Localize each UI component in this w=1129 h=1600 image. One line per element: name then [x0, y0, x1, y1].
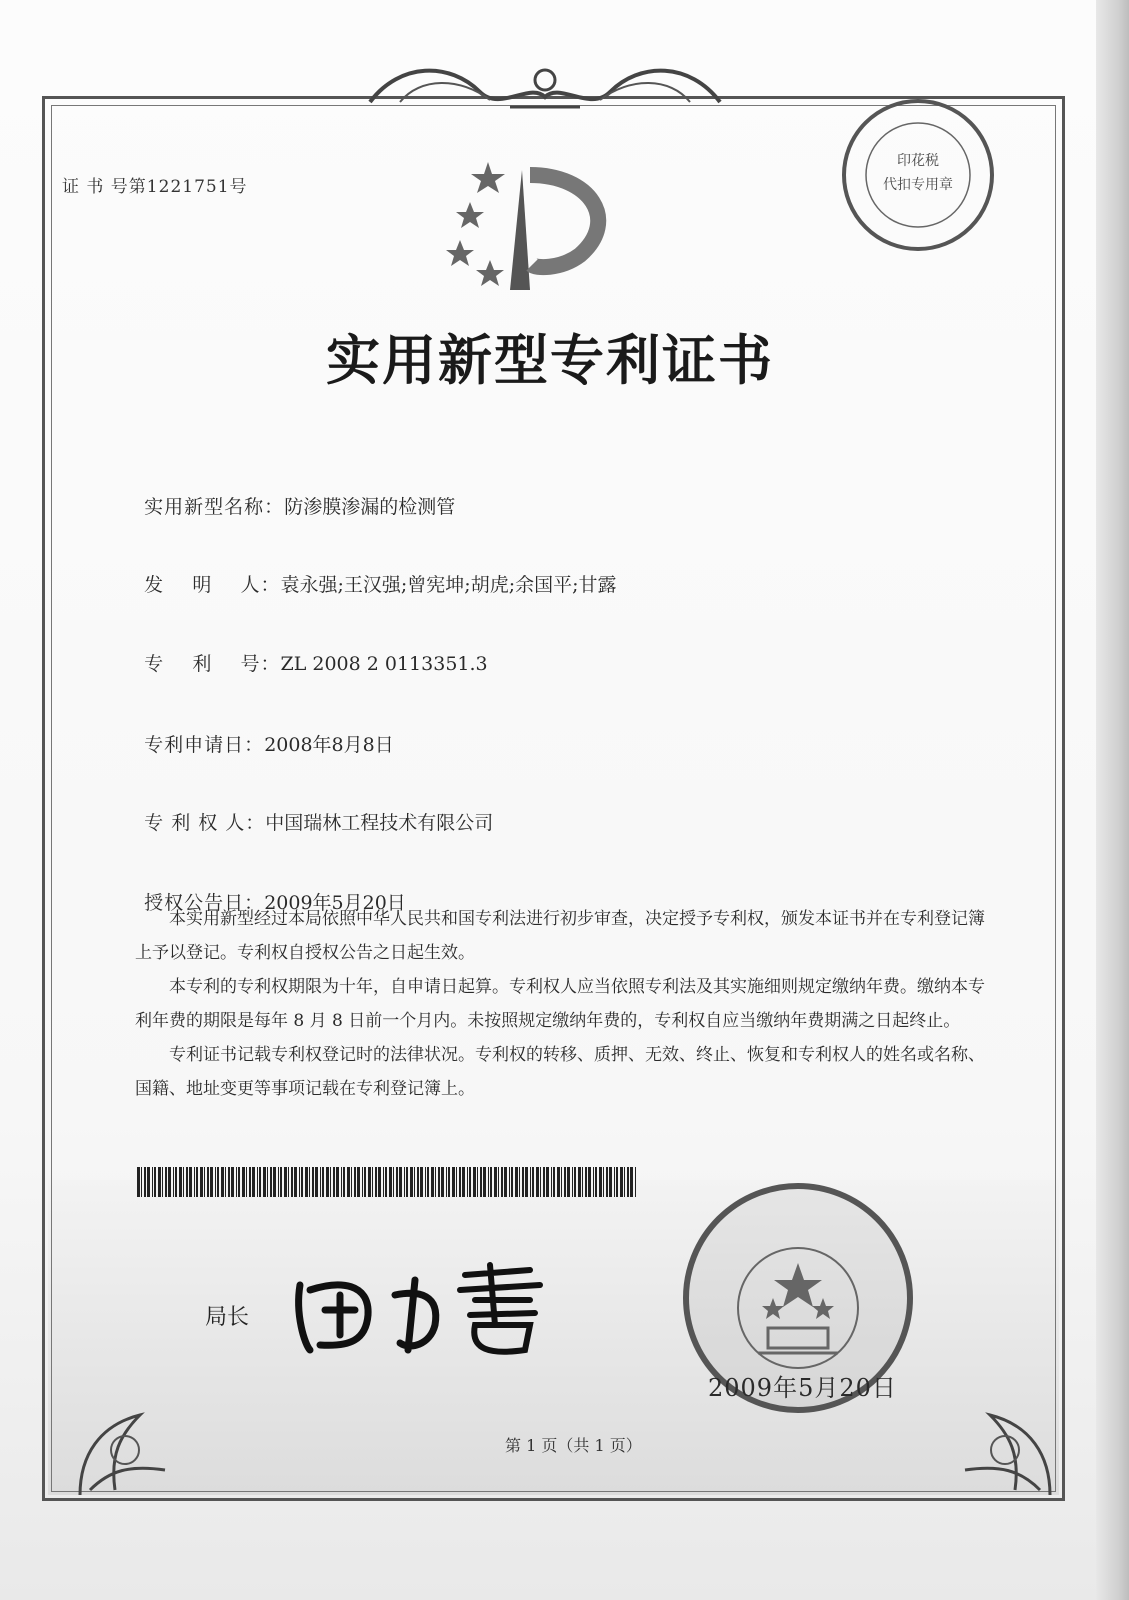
barcode-bar [564, 1167, 566, 1197]
barcode-bar [404, 1167, 405, 1197]
barcode-bar [343, 1167, 345, 1197]
certificate-title: 实用新型专利证书 [326, 328, 774, 392]
barcode-bar [396, 1167, 398, 1197]
barcode-bar [165, 1167, 167, 1197]
barcode-bar [288, 1167, 289, 1197]
barcode-bar [267, 1167, 268, 1197]
barcode-bar [225, 1167, 226, 1197]
barcode-bar [393, 1167, 394, 1197]
barcode-bar [194, 1167, 195, 1197]
barcode-bar [196, 1167, 198, 1197]
barcode-bar [595, 1167, 597, 1197]
barcode-bar [578, 1167, 581, 1197]
barcode-bar [207, 1167, 209, 1197]
barcode-bar [588, 1167, 591, 1197]
barcode-bar [301, 1167, 303, 1197]
barcode-bar [351, 1167, 352, 1197]
barcode-bar [383, 1167, 384, 1197]
barcode-bar [582, 1167, 583, 1197]
barcode-bar [546, 1167, 549, 1197]
barcode-bar [490, 1167, 492, 1197]
paragraph: 专利证书记载专利权登记时的法律状况。专利权的转移、质押、无效、终止、恢复和专利权人的姓名或名称、国籍、地址变更等事项记载在专利登记簿上。 [135, 1045, 985, 1099]
barcode-bar [221, 1167, 224, 1197]
barcode-bar [305, 1167, 308, 1197]
barcode-bar [406, 1167, 408, 1197]
barcode-bar [488, 1167, 489, 1197]
barcode-bar [246, 1167, 247, 1197]
barcode-bar [410, 1167, 413, 1197]
barcode-bar [483, 1167, 486, 1197]
barcode-bar [183, 1167, 184, 1197]
barcode-bar [200, 1167, 203, 1197]
barcode-bar [452, 1167, 455, 1197]
field-patentee: 专 利 权 人：中国瑞林工程技术有限公司 [144, 812, 494, 834]
barcode-bar [137, 1167, 140, 1197]
barcode-bar [599, 1167, 602, 1197]
barcode-bar [189, 1167, 192, 1197]
barcode-bar [448, 1167, 450, 1197]
barcode-bar [431, 1167, 434, 1197]
barcode-bar [291, 1167, 293, 1197]
barcode-bar [144, 1167, 146, 1197]
director-label: 局长 [205, 1305, 250, 1330]
barcode-bar [603, 1167, 604, 1197]
barcode-bar [420, 1167, 423, 1197]
barcode-bar [509, 1167, 510, 1197]
barcode-bar [341, 1167, 342, 1197]
barcode-bar [231, 1167, 234, 1197]
barcode-bar [427, 1167, 429, 1197]
barcode-bar [330, 1167, 331, 1197]
barcode-bar [333, 1167, 335, 1197]
barcode-bar [362, 1167, 363, 1197]
barcode-bar [425, 1167, 426, 1197]
barcode-bar [372, 1167, 373, 1197]
barcode-bar [152, 1167, 153, 1197]
corner-ornament-icon [950, 1395, 1060, 1505]
certificate-body-text [135, 902, 985, 1106]
barcode-bar [168, 1167, 171, 1197]
barcode-bar [326, 1167, 329, 1197]
barcode-bar [263, 1167, 266, 1197]
corner-ornament-icon [70, 1395, 180, 1505]
barcode-bar [627, 1167, 629, 1197]
barcode-bar [438, 1167, 440, 1197]
paragraph: 本实用新型经过本局依照中华人民共和国专利法进行初步审查，决定授予专利权，颁发本证书并在专利登记簿上予以登记。专利权自授权公告之日起生效。 [135, 909, 985, 963]
barcode-bar [593, 1167, 594, 1197]
barcode-bar [441, 1167, 444, 1197]
field-patent-number: 专 利 号：ZL 2008 2 0113351.3 [144, 653, 488, 675]
paragraph: 本专利的专利权期限为十年，自申请日起算。专利权人应当依照专利法及其实施细则规定缴纳年费。缴纳本专利年费的期限是每年 8 月 8 日前一个月内。未按照规定缴纳年费的，专利权自应当缴纳年费期满之日起终止。 [135, 977, 985, 1031]
barcode-bar [511, 1167, 513, 1197]
director-signature [290, 1255, 550, 1365]
barcode-bar [378, 1167, 381, 1197]
barcode-bar [315, 1167, 318, 1197]
barcode-bar [299, 1167, 300, 1197]
barcode-bar [606, 1167, 608, 1197]
barcode-bar [467, 1167, 468, 1197]
barcode-bar [635, 1167, 636, 1197]
barcode-bar [354, 1167, 356, 1197]
top-ornament-icon [360, 52, 730, 122]
certificate-number: 证 书 号第1221751号 [62, 177, 248, 197]
barcode-bar [175, 1167, 177, 1197]
barcode-bar [294, 1167, 297, 1197]
barcode-bar [480, 1167, 482, 1197]
barcode-bar [252, 1167, 255, 1197]
barcode-bar [414, 1167, 415, 1197]
barcode-bar [585, 1167, 587, 1197]
barcode-bar [162, 1167, 163, 1197]
barcode-bar [347, 1167, 350, 1197]
barcode-bar [186, 1167, 188, 1197]
barcode-bar [494, 1167, 497, 1197]
barcode-bar [630, 1167, 633, 1197]
barcode-bar [551, 1167, 552, 1197]
field-utility-model-name: 实用新型名称：防渗膜渗漏的检测管 [144, 496, 456, 518]
barcode-bar [322, 1167, 324, 1197]
barcode-bar [614, 1167, 615, 1197]
barcode-bar [336, 1167, 339, 1197]
barcode-bar [530, 1167, 531, 1197]
barcode-bar [515, 1167, 518, 1197]
barcode-bar [435, 1167, 436, 1197]
barcode-bar [525, 1167, 528, 1197]
barcode-bar [242, 1167, 245, 1197]
barcode-bar [141, 1167, 142, 1197]
svg-text:代扣专用章: 代扣专用章 [883, 177, 953, 193]
barcode-bar [312, 1167, 314, 1197]
barcode-bar [284, 1167, 287, 1197]
barcode-bar [609, 1167, 612, 1197]
barcode-bar [620, 1167, 623, 1197]
barcode-bar [501, 1167, 503, 1197]
barcode-bar [574, 1167, 576, 1197]
barcode-bar [368, 1167, 371, 1197]
barcode-bar [399, 1167, 402, 1197]
barcode-bar [375, 1167, 377, 1197]
barcode-bar [210, 1167, 213, 1197]
barcode-bar [154, 1167, 156, 1197]
barcode-bar [249, 1167, 251, 1197]
barcode-bar [519, 1167, 520, 1197]
barcode-bar [462, 1167, 465, 1197]
seal-date: 2009年5月20日 [708, 1374, 897, 1402]
patent-office-emblem-icon [430, 150, 630, 310]
barcode-bar [280, 1167, 282, 1197]
page-number: 第 1 页（共 1 页） [505, 1436, 642, 1455]
barcode-bar [536, 1167, 539, 1197]
barcode-bar [389, 1167, 392, 1197]
barcode-bar [278, 1167, 279, 1197]
barcode-bar [320, 1167, 321, 1197]
barcode-bar [270, 1167, 272, 1197]
barcode-bar [540, 1167, 541, 1197]
barcode-bar [385, 1167, 387, 1197]
barcode-bar [459, 1167, 461, 1197]
barcode-bar [624, 1167, 625, 1197]
barcode [137, 1167, 637, 1197]
barcode-bar [553, 1167, 555, 1197]
page-edge-shadow [1096, 0, 1129, 1600]
barcode-bar [179, 1167, 182, 1197]
barcode-bar [217, 1167, 219, 1197]
tax-stamp [838, 95, 998, 255]
barcode-bar [273, 1167, 276, 1197]
barcode-bar [147, 1167, 150, 1197]
barcode-bar [532, 1167, 534, 1197]
barcode-bar [446, 1167, 447, 1197]
barcode-bar [557, 1167, 560, 1197]
barcode-bar [473, 1167, 476, 1197]
barcode-bar [469, 1167, 471, 1197]
barcode-bar [477, 1167, 478, 1197]
barcode-bar [173, 1167, 174, 1197]
field-application-date: 专利申请日：2008年8月8日 [144, 734, 394, 756]
barcode-bar [572, 1167, 573, 1197]
barcode-bar [504, 1167, 507, 1197]
barcode-bar [357, 1167, 360, 1197]
barcode-bar [616, 1167, 618, 1197]
barcode-bar [364, 1167, 366, 1197]
barcode-bar [204, 1167, 205, 1197]
barcode-bar [309, 1167, 310, 1197]
barcode-bar [158, 1167, 161, 1197]
barcode-bar [567, 1167, 570, 1197]
barcode-bar [228, 1167, 230, 1197]
barcode-bar [561, 1167, 562, 1197]
barcode-bar [238, 1167, 240, 1197]
barcode-bar [257, 1167, 258, 1197]
barcode-bar [417, 1167, 419, 1197]
barcode-bar [236, 1167, 237, 1197]
barcode-bar [498, 1167, 499, 1197]
field-inventors: 发 明 人：袁永强;王汉强;曾宪坤;胡虎;余国平;甘露 [144, 574, 617, 596]
barcode-bar [215, 1167, 216, 1197]
barcode-bar [456, 1167, 457, 1197]
barcode-bar [522, 1167, 524, 1197]
field-grant-date: 授权公告日：2009年5月20日 [144, 892, 406, 914]
svg-text:印花税: 印花税 [897, 153, 939, 169]
barcode-bar [543, 1167, 545, 1197]
barcode-bar [259, 1167, 261, 1197]
